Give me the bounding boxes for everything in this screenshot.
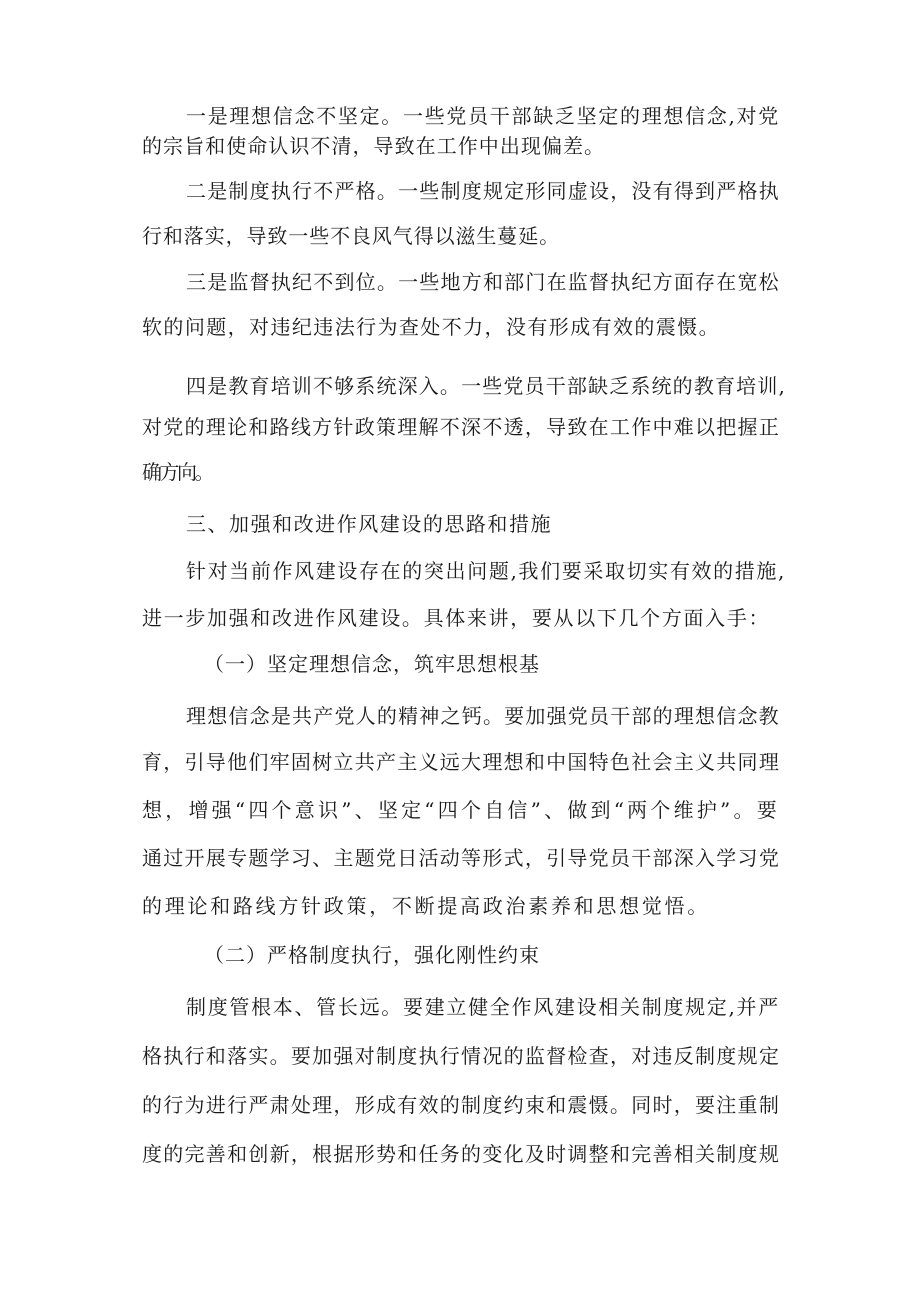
paragraph-line: 四是教育培训不够系统深入。一些党员干部缺乏系统的教育培训, [186, 374, 786, 398]
paragraph-line: 想，增强“四个意识”、坚定“四个自信”、做到“两个维护”。要 [142, 798, 780, 822]
paragraph-line: 度的完善和创新，根据形势和任务的变化及时调整和完善相关制度规 [142, 1142, 781, 1166]
paragraph-line: 一是理想信念不坚定。一些党员干部缺乏坚定的理想信念,对党 [186, 104, 780, 128]
paragraph-line: 三是监督执纪不到位。一些地方和部门在监督执纪方面存在宽松 [186, 270, 780, 294]
subsection-heading: （一）坚定理想信念，筑牢思想根基 [204, 652, 540, 676]
paragraph-line: 对党的理论和路线方针政策理解不深不透，导致在工作中难以把握正 [142, 415, 781, 439]
paragraph-line: 确方向。 [142, 460, 212, 484]
paragraph-line: 软的问题，对违纪违法行为查处不力，没有形成有效的震慑。 [142, 315, 721, 339]
paragraph-line: 进一步加强和改进作风建设。具体来讲，要从以下几个方面入手： [142, 606, 771, 630]
paragraph-line: 二是制度执行不严格。一些制度规定形同虚设，没有得到严格执 [186, 179, 780, 203]
paragraph-line: 针对当前作风建设存在的突出问题,我们要采取切实有效的措施, [186, 559, 786, 583]
paragraph-line: 育，引导他们牢固树立共产主义远大理想和中国特色社会主义共同理 [142, 750, 781, 774]
paragraph-line: 行和落实，导致一些不良风气得以滋生蔓延。 [142, 224, 560, 248]
paragraph-line: 通过开展专题学习、主题党日活动等形式，引导党员干部深入学习党 [142, 846, 781, 870]
paragraph-line: 的理论和路线方针政策，不断提高政治素养和思想觉悟。 [142, 894, 710, 918]
paragraph-line: 的行为进行严肃处理，形成有效的制度约束和震慑。同时，要注重制 [142, 1093, 781, 1117]
paragraph-line: 理想信念是共产党人的精神之钙。要加强党员干部的理想信念教 [186, 704, 780, 728]
paragraph-line: 制度管根本、管长远。要建立健全作风建设相关制度规定,并严 [186, 995, 780, 1019]
subsection-heading: （二）严格制度执行，强化刚性约束 [204, 943, 540, 967]
paragraph-line: 的宗旨和使命认识不清，导致在工作中出现偏差。 [142, 134, 606, 158]
section-heading: 三、加强和改进作风建设的思路和措施 [186, 512, 553, 536]
paragraph-line: 格执行和落实。要加强对制度执行情况的监督检查，对违反制度规定 [142, 1044, 781, 1068]
